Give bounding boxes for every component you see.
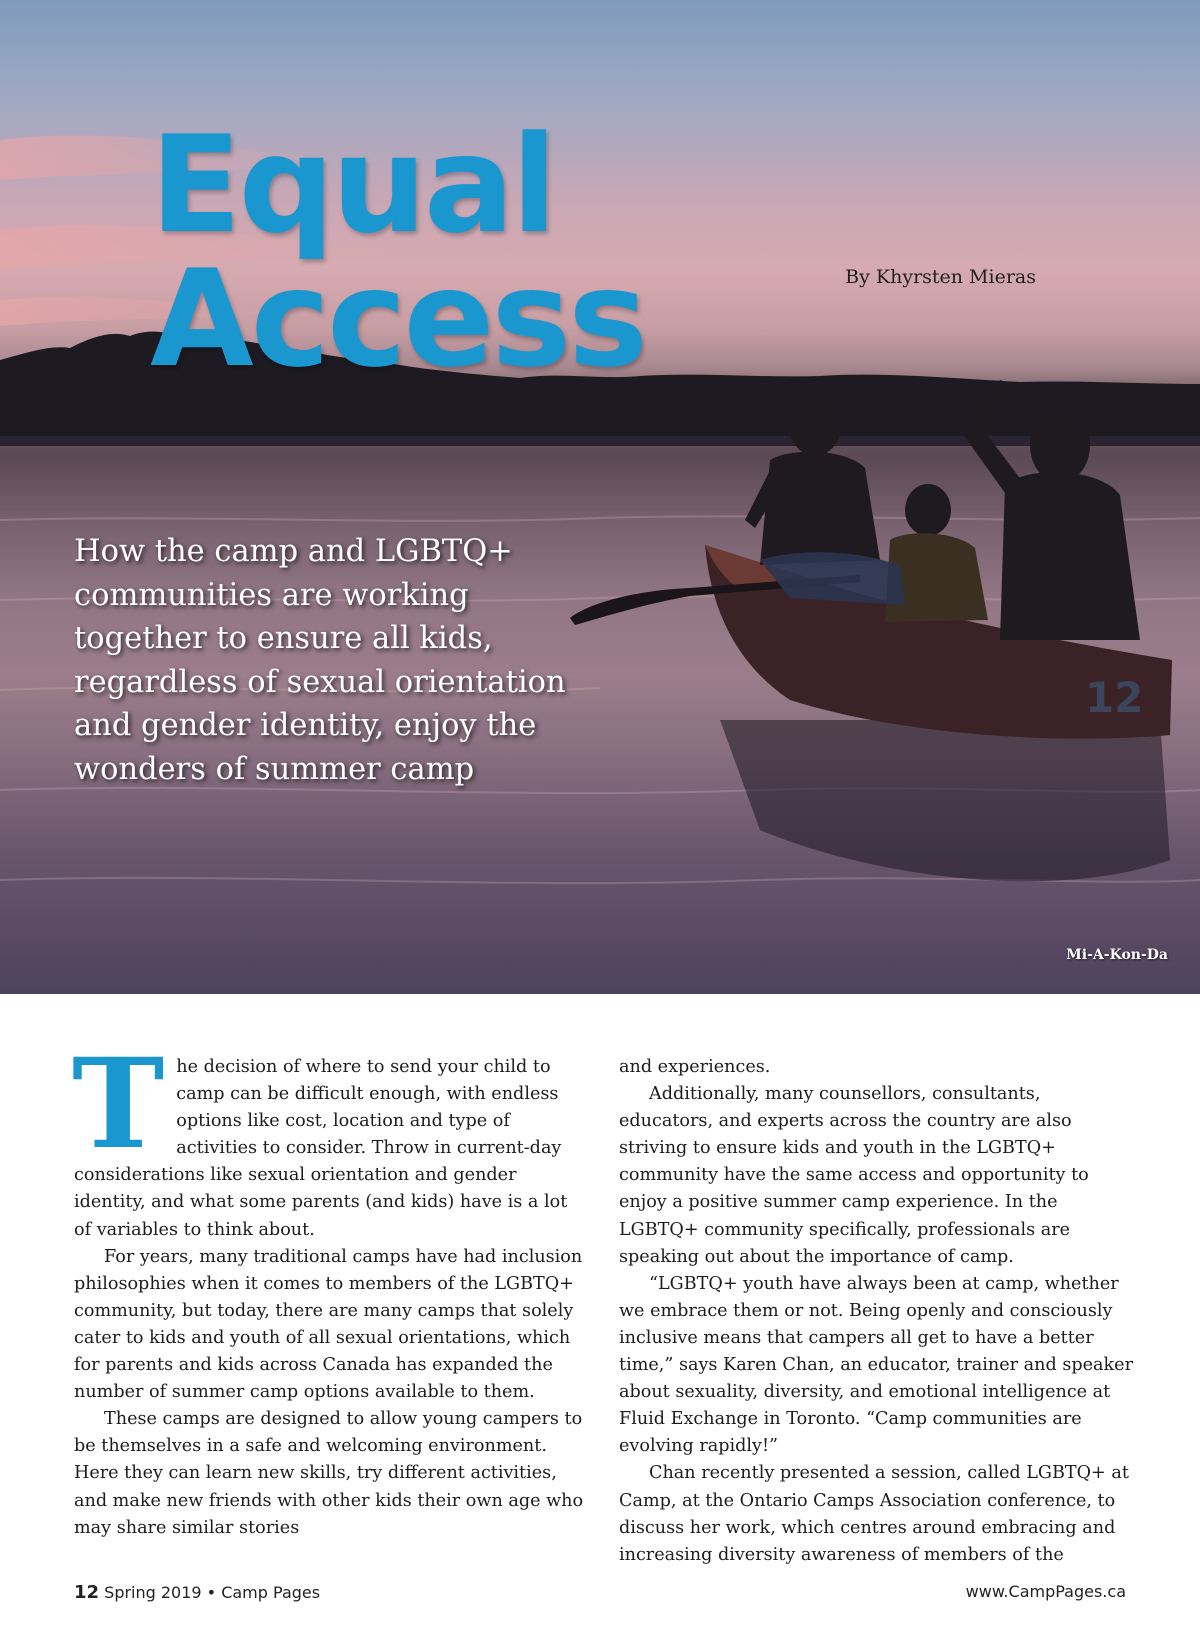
body-paragraph: and experiences. <box>619 1057 771 1077</box>
body-paragraph: “LGBTQ+ youth have always been at camp, whether we embrace them or not. Being openly and consciously inclusive means that campers all get to have a better time,” says Karen Chan, an educator, trainer and speaker about sexuality, diversity, and emotional intelligence at Fluid Exchange in Toronto. “Camp communities are evolving rapidly!” <box>619 1273 1134 1457</box>
body-column-right <box>619 1054 1139 1569</box>
footer-website: www.CampPages.ca <box>965 1582 1126 1601</box>
article-headline: Equal Access <box>150 107 645 397</box>
body-paragraph: For years, many traditional camps have had inclusion philosophies when it comes to members of the LGBTQ+ community, but today, there are many camps that solely cater to kids and youth of all sexual orientations, which for parents and kids across Canada has expanded the number of summer camp options available to them. <box>74 1246 583 1403</box>
body-column-left <box>72 1032 586 1542</box>
footer-folio <box>74 1582 320 1603</box>
article-byline: By Khyrsten Mieras <box>845 266 1036 288</box>
article-deck: How the camp and LGBTQ+ communities are working together to ensure all kids, regardless of sexual orientation and gender identity, enjoy the wonders of summer camp <box>74 534 566 787</box>
page-number: 12 <box>74 1582 100 1603</box>
photo-credit: Mi-A-Kon-Da <box>1066 947 1168 963</box>
canoe-number: 12 <box>1085 673 1144 722</box>
page-footer <box>74 1582 1126 1606</box>
body-paragraph: Additionally, many counsellors, consultants, educators, and experts across the country are also striving to ensure kids and youth in the LGBTQ+ community have the same access and opportunity to enjoy a positive summer camp experience. In the LGBTQ+ community specifically, professionals are speaking out about the importance of camp. <box>619 1084 1089 1267</box>
body-paragraph: he decision of where to send your child to camp can be difficult enough, with endless options like cost, location and type of activities to consider. Throw in current-day considerations like sexual orientation and gender identity, and what some parents (and kids) have is a lot of variables to think about. <box>74 1057 568 1240</box>
body-paragraph: These camps are designed to allow young campers to be themselves in a safe and welcoming environment. Here they can learn new skills, try different activities, and make new friends with other kids their own age who may share similar stories <box>74 1409 584 1538</box>
drop-cap: T <box>72 1032 165 1177</box>
issue-label: Spring 2019 • Camp Pages <box>104 1583 321 1602</box>
body-paragraph: Chan recently presented a session, called LGBTQ+ at Camp, at the Ontario Camps Association conference, to discuss her work, which centres around embracing and increasing diversity awareness of members of the <box>619 1463 1129 1565</box>
